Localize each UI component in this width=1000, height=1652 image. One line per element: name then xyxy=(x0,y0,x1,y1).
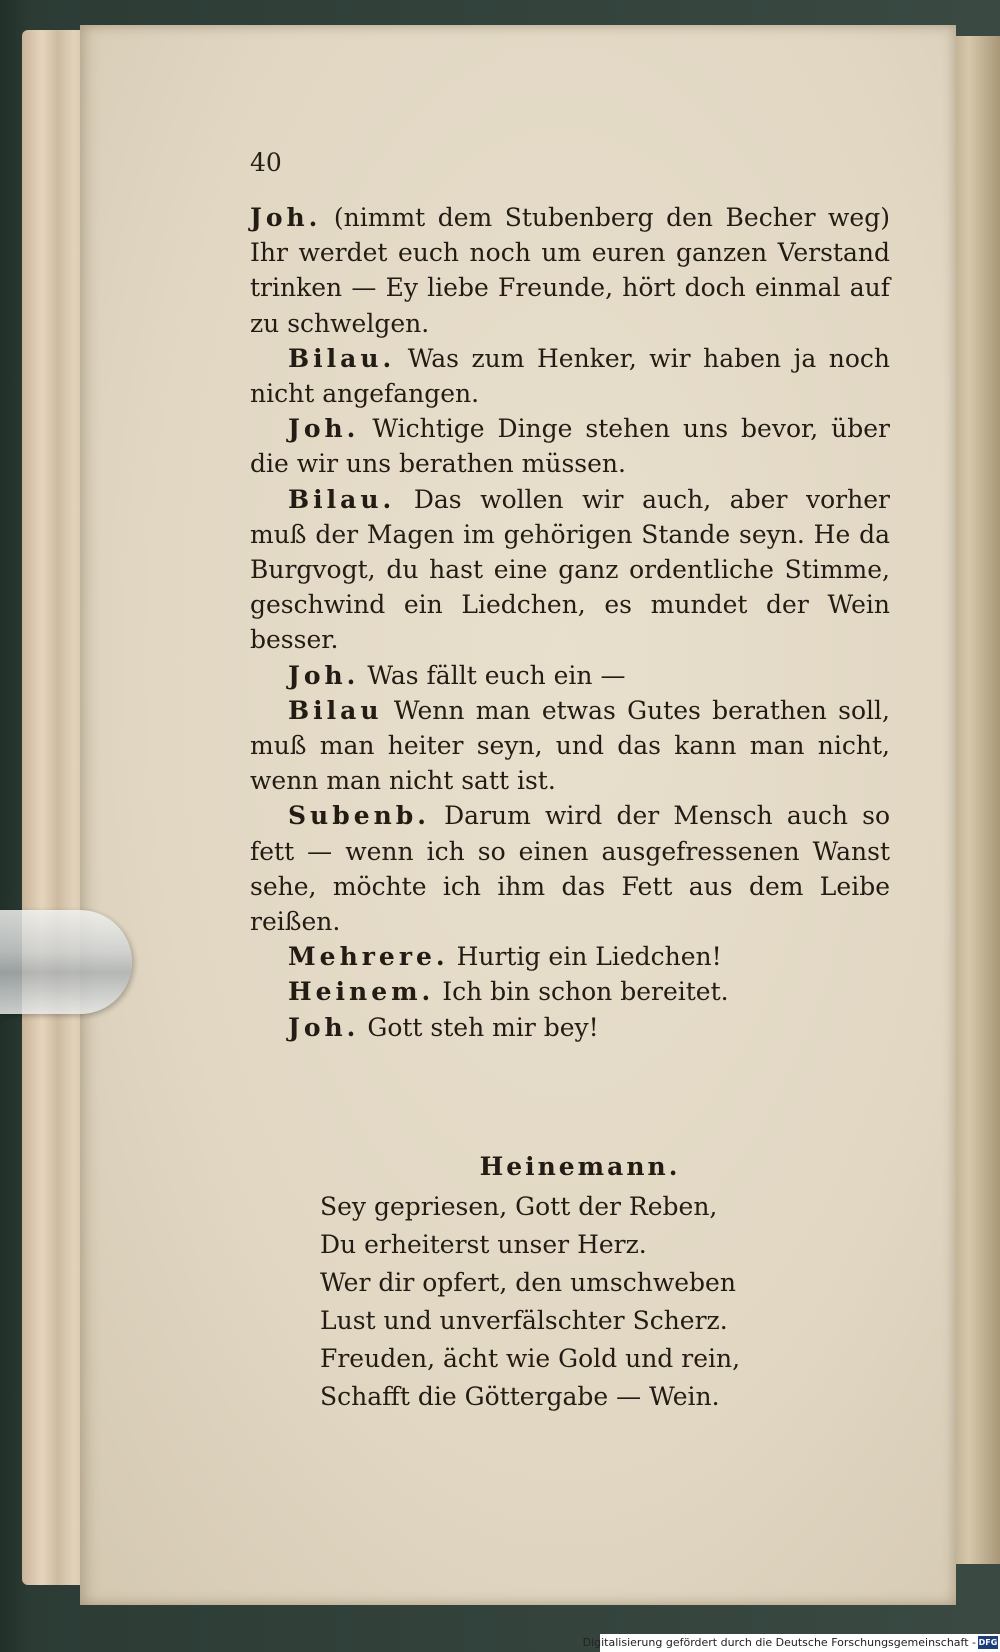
speaker-name: Subenb. xyxy=(288,801,430,831)
footer-credit: Digitalisierung gefördert durch die Deutsche Forschungsgemeinschaft - xyxy=(582,1636,976,1649)
speaker-name: Bilau. xyxy=(288,343,396,373)
speaker-name: Joh. xyxy=(288,1012,360,1042)
dfg-logo-icon: DFG xyxy=(978,1638,998,1647)
speaker-name: Bilau xyxy=(288,695,383,725)
dialogue-line xyxy=(250,482,890,658)
dialogue-line xyxy=(250,1010,890,1045)
song-verse xyxy=(320,1148,840,1416)
speaker-name: Mehrere. xyxy=(288,942,449,972)
dialogue-line xyxy=(250,411,890,481)
speaker-name: Joh. xyxy=(288,414,360,444)
dialogue-text xyxy=(250,200,890,1045)
verse-line: Du erheiterst unser Herz. xyxy=(320,1230,647,1259)
line-text: Das wollen wir auch, aber vorher muß der Magen im gehörigen Stande seyn. He da Burgvogt, du hast eine ganz ordentliche Stimme, geschwind ein Liedchen, es mundet der Wein besser. xyxy=(250,484,890,655)
line-text: (nimmt dem Stubenberg den Becher weg) Ihr werdet euch noch um euren ganzen Verstand trinken — Ey liebe Freunde, hört doch einmal auf zu schwelgen. xyxy=(250,203,890,338)
verse-line: Sey gepriesen, Gott der Reben, xyxy=(320,1192,718,1221)
speaker-name: Heinem. xyxy=(288,977,435,1007)
line-text: Wichtige Dinge stehen uns bevor, über die wir uns berathen müssen. xyxy=(250,414,890,479)
verse-line: Freuden, ächt wie Gold und rein, xyxy=(320,1344,741,1373)
dialogue-line xyxy=(250,693,890,799)
page-number: 40 xyxy=(250,148,282,177)
dialogue-line xyxy=(250,798,890,939)
dialogue-line xyxy=(250,658,890,693)
song-title: Heinemann. xyxy=(479,1152,681,1181)
speaker-name: Joh. xyxy=(288,660,360,690)
dialogue-line xyxy=(250,341,890,411)
line-text: Was fällt euch ein — xyxy=(367,660,626,690)
line-text: Ich bin schon bereitet. xyxy=(442,977,729,1007)
line-text: Gott steh mir bey! xyxy=(367,1012,599,1042)
verse-line: Wer dir opfert, den umschweben xyxy=(320,1268,736,1297)
speaker-name: Bilau. xyxy=(288,484,396,514)
dialogue-line xyxy=(250,200,890,341)
verse-line: Lust und unverfälschter Scherz. xyxy=(320,1306,728,1335)
line-text: Wenn man etwas Gutes berathen soll, muß man heiter seyn, und das kann man nicht, wenn man nicht satt ist. xyxy=(250,695,890,796)
dialogue-line xyxy=(250,974,890,1009)
line-text: Darum wird der Mensch auch so fett — wenn ich so einen ausgefressenen Wanst sehe, möchte ich ihm das Fett aus dem Leibe reißen. xyxy=(250,801,890,937)
page-clip xyxy=(0,910,132,1014)
speaker-name: Joh. xyxy=(250,203,322,232)
line-text: Hurtig ein Liedchen! xyxy=(456,942,722,972)
line-text: Was zum Henker, wir haben ja noch nicht angefangen. xyxy=(250,343,890,409)
verse-line: Schafft die Göttergabe — Wein. xyxy=(320,1382,720,1411)
dialogue-line xyxy=(250,939,890,974)
